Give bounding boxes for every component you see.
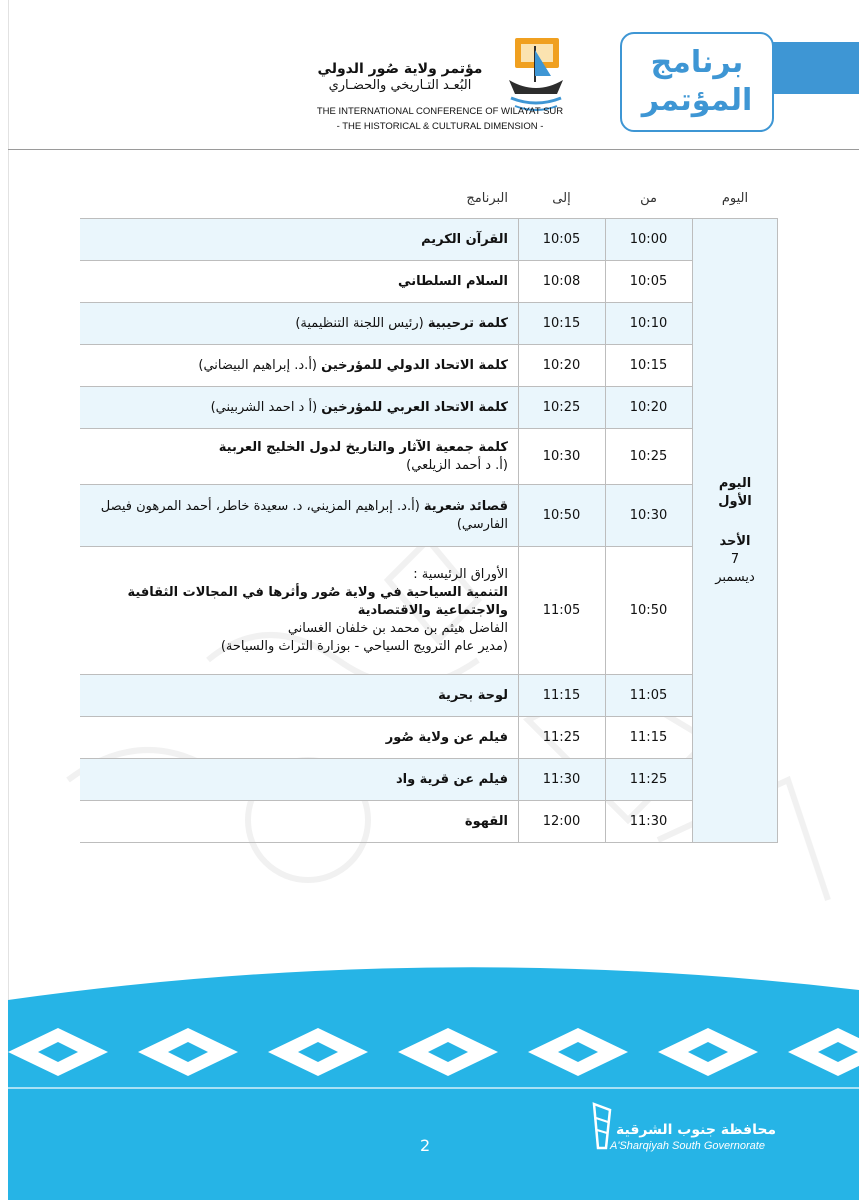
day-ordinal: الأول (718, 493, 752, 509)
time-from: 10:10 (629, 316, 668, 331)
column-header-from: من (640, 191, 657, 206)
program-item (80, 801, 518, 842)
program-item-speaker: (أ.د. إبراهيم البيضاني) (198, 357, 322, 373)
day-cell (692, 218, 778, 843)
program-item-title: كلمة ترحيبية (427, 315, 508, 331)
program-title-box (620, 32, 774, 132)
program-item-title: القهوة (464, 813, 508, 829)
time-to: 11:25 (542, 730, 581, 745)
time-to: 10:30 (542, 449, 581, 464)
program-item (80, 675, 518, 716)
conference-title-en (290, 104, 590, 134)
conference-name-ar: مؤتمر ولاية صُور الدولي (317, 61, 483, 77)
program-item-title: قصائد شعرية (423, 498, 508, 514)
time-from: 11:25 (629, 772, 668, 787)
day-weekday: الأحد (719, 533, 751, 549)
footer-wave (8, 960, 859, 1200)
program-item (80, 485, 518, 546)
column-header-to: إلى (552, 191, 571, 206)
day-month: ديسمبر (715, 569, 755, 585)
conference-name-en: THE INTERNATIONAL CONFERENCE OF WILAYAT SUR (316, 106, 564, 117)
time-to: 11:05 (542, 603, 581, 618)
time-from: 10:15 (629, 358, 668, 373)
program-item-speaker: (رئيس اللجنة التنظيمية) (295, 315, 428, 331)
program-item (80, 547, 518, 674)
program-item-speaker: الفاضل هيثم بن محمد بن خلفان الغساني (287, 620, 508, 636)
program-item-title: التنمية السياحية في ولاية صُور وأثرها في المجالات الثقافية والاجتماعية والاقتصادية (127, 584, 508, 618)
table-row (80, 302, 692, 344)
time-to: 10:05 (542, 232, 581, 247)
time-to: 10:50 (542, 508, 581, 523)
time-from: 10:30 (629, 508, 668, 523)
program-item-title: السلام السلطاني (398, 273, 508, 289)
time-from: 11:05 (629, 688, 668, 703)
table-row (80, 674, 692, 716)
time-from: 11:15 (629, 730, 668, 745)
program-item (80, 345, 518, 386)
program-item-title: لوحة بحرية (438, 687, 508, 703)
title-band (770, 42, 859, 94)
time-to: 11:30 (542, 772, 581, 787)
program-item-title: القرآن الكريم (421, 231, 508, 247)
program-item-prefix: الأوراق الرئيسية : (413, 566, 508, 582)
schedule-rows (80, 218, 692, 843)
program-item (80, 429, 518, 484)
table-row (80, 484, 692, 546)
program-item-title: كلمة جمعية الآثار والتاريخ لدول الخليج العربية (218, 439, 508, 455)
time-to: 12:00 (542, 814, 581, 829)
table-row (80, 386, 692, 428)
program-item-title: كلمة الاتحاد الدولي للمؤرخين (321, 357, 508, 373)
program-item-speaker-role: (مدير عام الترويج السياحي - بوزارة التراث والسياحة) (220, 638, 508, 654)
conference-title-ar (300, 60, 500, 94)
table-row (80, 260, 692, 302)
time-to: 10:08 (542, 274, 581, 289)
program-item-title: فيلم عن ولاية صُور (385, 729, 508, 745)
time-from: 10:50 (629, 603, 668, 618)
time-to: 10:25 (542, 400, 581, 415)
program-item-title: كلمة الاتحاد العربي للمؤرخين (321, 399, 508, 415)
table-row (80, 546, 692, 674)
page-number: 2 (420, 1136, 431, 1155)
governorate-name-ar: محافظة جنوب الشرقية (616, 1122, 777, 1138)
table-row (80, 800, 692, 842)
time-to: 10:20 (542, 358, 581, 373)
column-header-day: اليوم (721, 191, 749, 206)
column-divider (605, 218, 606, 842)
table-row (80, 218, 692, 260)
header-divider (8, 149, 859, 150)
conference-subtitle-ar: البُعـد التـاريخي والحضـاري (328, 78, 472, 93)
time-from: 10:20 (629, 400, 668, 415)
program-item (80, 717, 518, 758)
conference-logo (505, 36, 567, 114)
time-to: 11:15 (542, 688, 581, 703)
table-row (80, 716, 692, 758)
day-label: اليوم (718, 475, 752, 491)
time-to: 10:15 (542, 316, 581, 331)
program-item-speaker: (أ د احمد الشربيني) (210, 399, 322, 415)
time-from: 10:25 (629, 449, 668, 464)
governorate-name-en: A'Sharqiyah South Governorate (610, 1140, 765, 1152)
title-line-1: برنامج (650, 45, 744, 80)
program-item-speaker: (أ.د. إبراهيم المزيني، د. سعيدة خاطر، أحمد المرهون فيصل الفارسي) (100, 498, 508, 532)
time-from: 10:00 (629, 232, 668, 247)
day-date-number: 7 (730, 551, 740, 567)
title-line-2: المؤتمر (641, 83, 753, 118)
program-item (80, 219, 518, 260)
table-row (80, 344, 692, 386)
time-from: 10:05 (629, 274, 668, 289)
footer (8, 960, 859, 1200)
table-row (80, 428, 692, 484)
program-item-title: فيلم عن قرية واد (395, 771, 508, 787)
program-item-speaker: (أ. د أحمد الزيلعي) (406, 457, 508, 473)
program-item (80, 387, 518, 428)
time-from: 11:30 (629, 814, 668, 829)
program-item (80, 261, 518, 302)
program-item (80, 759, 518, 800)
program-item (80, 303, 518, 344)
conference-subtitle-en: - THE HISTORICAL & CULTURAL DIMENSION - (336, 121, 544, 132)
table-row (80, 758, 692, 800)
column-header-program: البرنامج (466, 191, 508, 206)
column-divider (518, 218, 519, 842)
